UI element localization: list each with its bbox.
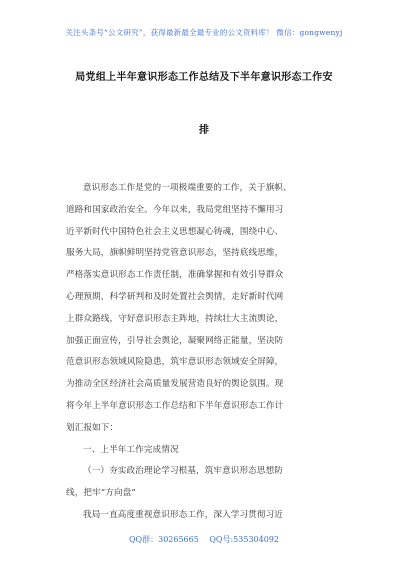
document-title: 局党组上半年意识形态工作总结及下半年意识形态工作安 bbox=[75, 72, 333, 83]
header-promo-note: 关注头条号“公文研究”，获得最新最全最专业的公文资料库！ 微信：gongwenyj bbox=[65, 28, 343, 37]
footer-qq-group: QQ群：30265665 bbox=[128, 535, 199, 544]
body-line: 心理预期，科学研判和及时处置社会舆情，走好新时代网 bbox=[66, 291, 284, 302]
body-line: 意识形态工作是党的一项极端重要的工作，关于旗帜、 bbox=[83, 183, 292, 193]
body-line: 为推动全区经济社会高质量发展营造良好的舆论氛围。现 bbox=[66, 379, 284, 390]
body-line: 道路和国家政治安全。今年以来，我局党组坚持不懈用习 bbox=[66, 204, 284, 215]
body-line: 近平新时代中国特色社会主义思想凝心铸魂，围绕中心、 bbox=[66, 226, 284, 237]
body-line: 上群众路线，守好意识形态主阵地，持续壮大主流舆论， bbox=[66, 313, 284, 324]
body-line: 划汇报如下： bbox=[66, 422, 119, 433]
document-title-continuation: 排 bbox=[199, 125, 209, 136]
footer-qq-number: QQ号:535304092 bbox=[209, 535, 279, 544]
body-line: 将今年上半年意识形态工作总结和下半年意识形态工作计 bbox=[66, 400, 284, 411]
body-line: 加强正面宣传，引导社会舆论，凝聚网络正能量，坚决防 bbox=[66, 335, 284, 346]
body-line: （一）夯实政治理论学习根基，筑牢意识形态思想防 bbox=[83, 466, 283, 477]
footer-contact bbox=[0, 534, 408, 545]
body-line: 我局一直高度重视意识形态工作，深入学习贯彻习近 bbox=[83, 509, 283, 520]
document-body bbox=[66, 178, 344, 527]
body-line: 严格落实意识形态工作责任制，准确掌握和有效引导群众 bbox=[66, 270, 284, 281]
body-line: 范意识形态领域风险隐患，筑牢意识形态领域安全屏障， bbox=[66, 357, 284, 368]
body-line: 一、上半年工作完成情况 bbox=[83, 444, 179, 455]
body-line: 服务大局，旗帜鲜明坚持党管意识形态，坚持底线思维， bbox=[66, 248, 284, 259]
body-line: 线，把牢“方向盘” bbox=[66, 488, 136, 499]
